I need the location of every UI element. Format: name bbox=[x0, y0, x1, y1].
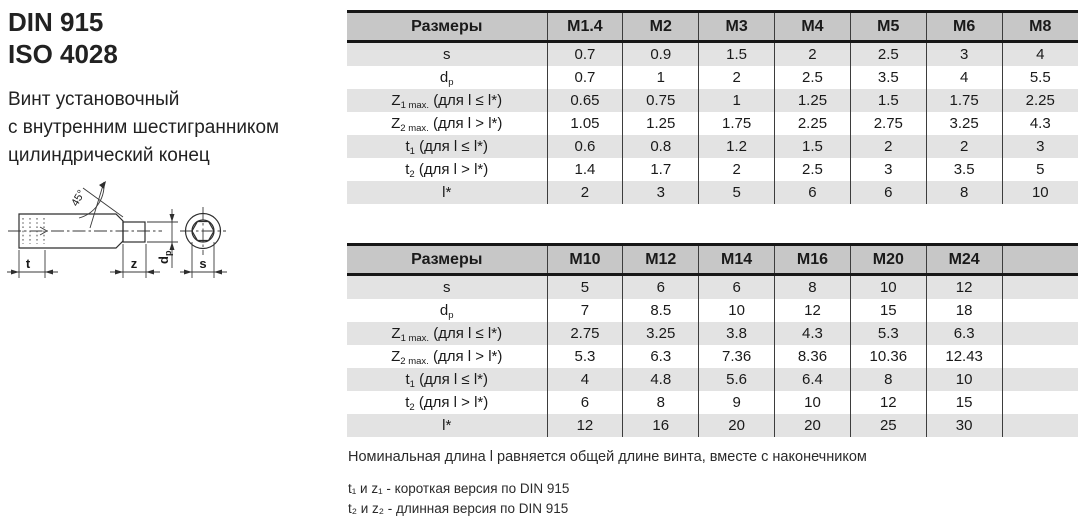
description-line-1: Винт установочный bbox=[8, 89, 180, 110]
row-label: s bbox=[347, 42, 547, 67]
value-cell: 3 bbox=[850, 158, 926, 181]
standard-titles bbox=[8, 6, 118, 70]
description-line-2: с внутренним шестигранником bbox=[8, 117, 280, 138]
col-header-m4: M4 bbox=[775, 12, 851, 42]
value-cell: 0.65 bbox=[547, 89, 623, 112]
value-cell: 5.5 bbox=[1002, 66, 1078, 89]
value-cell: 3.8 bbox=[699, 322, 775, 345]
value-cell: 2 bbox=[926, 135, 1002, 158]
value-cell: 1.05 bbox=[547, 112, 623, 135]
screw-end-view bbox=[180, 207, 226, 255]
value-cell: 6 bbox=[775, 181, 851, 204]
value-cell: 5.3 bbox=[850, 322, 926, 345]
value-cell bbox=[1002, 345, 1078, 368]
value-cell: 3 bbox=[926, 42, 1002, 67]
value-cell: 5 bbox=[1002, 158, 1078, 181]
table-row bbox=[347, 414, 1078, 437]
value-cell: 6 bbox=[547, 391, 623, 414]
value-cell: 10 bbox=[1002, 181, 1078, 204]
value-cell: 8.5 bbox=[623, 299, 699, 322]
value-cell: 5.3 bbox=[547, 345, 623, 368]
value-cell: 6 bbox=[699, 275, 775, 300]
value-cell: 10 bbox=[850, 275, 926, 300]
row-label: $t_1$ (для l ≤ l*) bbox=[347, 368, 547, 391]
value-cell: 2.5 bbox=[775, 158, 851, 181]
dim-dp bbox=[147, 209, 178, 268]
row-label: l* bbox=[347, 414, 547, 437]
row-label: $t_2$ (для l > l*) bbox=[347, 391, 547, 414]
value-cell: 1.75 bbox=[699, 112, 775, 135]
table-header-row bbox=[347, 245, 1078, 275]
value-cell: 1.5 bbox=[699, 42, 775, 67]
note-short-version: t₁ и z₁ - короткая версия по DIN 915 bbox=[348, 481, 570, 496]
value-cell: 2.5 bbox=[775, 66, 851, 89]
col-header-sizes: Размеры bbox=[347, 12, 547, 42]
value-cell: 10.36 bbox=[850, 345, 926, 368]
value-cell: 4 bbox=[926, 66, 1002, 89]
table-row bbox=[347, 299, 1078, 322]
dim-dp-label: $d_p$ bbox=[156, 250, 173, 264]
col-header-m3: M3 bbox=[699, 12, 775, 42]
value-cell: 3.25 bbox=[926, 112, 1002, 135]
dim-s bbox=[180, 242, 227, 278]
table-row bbox=[347, 158, 1078, 181]
dim-s-label: s bbox=[199, 256, 207, 271]
value-cell: 0.9 bbox=[623, 42, 699, 67]
table-row bbox=[347, 322, 1078, 345]
value-cell: 4.8 bbox=[623, 368, 699, 391]
row-label: l* bbox=[347, 181, 547, 204]
table-row bbox=[347, 42, 1078, 67]
dim-t bbox=[7, 250, 58, 278]
value-cell: 20 bbox=[775, 414, 851, 437]
value-cell: 10 bbox=[699, 299, 775, 322]
value-cell: 7.36 bbox=[699, 345, 775, 368]
col-header-m8: M8 bbox=[1002, 12, 1078, 42]
value-cell: 8.36 bbox=[775, 345, 851, 368]
value-cell: 10 bbox=[775, 391, 851, 414]
value-cell: 1.7 bbox=[623, 158, 699, 181]
value-cell: 30 bbox=[926, 414, 1002, 437]
value-cell: 8 bbox=[850, 368, 926, 391]
value-cell: 12 bbox=[926, 275, 1002, 300]
dimensions-table-large-sizes bbox=[347, 243, 1078, 437]
value-cell: 8 bbox=[775, 275, 851, 300]
angle-label: 45° bbox=[69, 188, 88, 209]
col-header-m14: M14 bbox=[699, 245, 775, 275]
dimensions-table-small-sizes bbox=[347, 10, 1078, 204]
value-cell: 12 bbox=[775, 299, 851, 322]
value-cell bbox=[1002, 391, 1078, 414]
note-long-version: t₂ и z₂ - длинная версия по DIN 915 bbox=[348, 501, 569, 516]
value-cell: 1.25 bbox=[623, 112, 699, 135]
value-cell: 4.3 bbox=[775, 322, 851, 345]
value-cell: 15 bbox=[926, 391, 1002, 414]
value-cell: 5.6 bbox=[699, 368, 775, 391]
value-cell: 3.25 bbox=[623, 322, 699, 345]
row-label: $Z_{1 max.}$ (для l ≤ l*) bbox=[347, 322, 547, 345]
value-cell: 2.5 bbox=[850, 42, 926, 67]
value-cell: 1 bbox=[699, 89, 775, 112]
value-cell: 12.43 bbox=[926, 345, 1002, 368]
value-cell: 4 bbox=[547, 368, 623, 391]
value-cell: 1 bbox=[623, 66, 699, 89]
dim-z bbox=[110, 244, 160, 278]
value-cell: 2 bbox=[699, 66, 775, 89]
col-header-m5: M5 bbox=[850, 12, 926, 42]
value-cell: 5 bbox=[547, 275, 623, 300]
value-cell: 12 bbox=[850, 391, 926, 414]
value-cell: 2.75 bbox=[850, 112, 926, 135]
value-cell: 15 bbox=[850, 299, 926, 322]
row-label: $Z_{1 max.}$ (для l ≤ l*) bbox=[347, 89, 547, 112]
col-header-m12: M12 bbox=[623, 245, 699, 275]
value-cell: 2.25 bbox=[775, 112, 851, 135]
row-label: $d_p$ bbox=[347, 66, 547, 89]
table-row bbox=[347, 135, 1078, 158]
value-cell: 6 bbox=[623, 275, 699, 300]
value-cell: 20 bbox=[699, 414, 775, 437]
value-cell: 3 bbox=[1002, 135, 1078, 158]
value-cell: 25 bbox=[850, 414, 926, 437]
value-cell: 0.6 bbox=[547, 135, 623, 158]
value-cell: 1.25 bbox=[775, 89, 851, 112]
value-cell: 6.3 bbox=[623, 345, 699, 368]
table-row bbox=[347, 368, 1078, 391]
value-cell: 2 bbox=[699, 158, 775, 181]
set-screw-technical-drawing bbox=[0, 180, 240, 320]
product-description bbox=[8, 86, 279, 170]
col-header-m16: M16 bbox=[775, 245, 851, 275]
value-cell: 6.3 bbox=[926, 322, 1002, 345]
table-row bbox=[347, 89, 1078, 112]
value-cell: 1.5 bbox=[775, 135, 851, 158]
value-cell: 4 bbox=[1002, 42, 1078, 67]
value-cell bbox=[1002, 368, 1078, 391]
value-cell: 5 bbox=[699, 181, 775, 204]
note-nominal-length: Номинальная длина l равняется общей длине винта, вместе с наконечником bbox=[348, 449, 867, 465]
table-row bbox=[347, 275, 1078, 300]
value-cell bbox=[1002, 275, 1078, 300]
table-row bbox=[347, 181, 1078, 204]
value-cell: 0.7 bbox=[547, 42, 623, 67]
value-cell bbox=[1002, 299, 1078, 322]
value-cell: 4.3 bbox=[1002, 112, 1078, 135]
value-cell: 1.4 bbox=[547, 158, 623, 181]
table-row bbox=[347, 391, 1078, 414]
row-label: $d_p$ bbox=[347, 299, 547, 322]
row-label: $Z_{2 max.}$ (для l > l*) bbox=[347, 112, 547, 135]
value-cell bbox=[1002, 322, 1078, 345]
value-cell: 2.25 bbox=[1002, 89, 1078, 112]
row-label: $t_1$ (для l ≤ l*) bbox=[347, 135, 547, 158]
value-cell: 16 bbox=[623, 414, 699, 437]
iso-standard-title: ISO 4028 bbox=[8, 39, 118, 69]
value-cell: 8 bbox=[623, 391, 699, 414]
row-label: $t_2$ (для l > l*) bbox=[347, 158, 547, 181]
value-cell: 3.5 bbox=[926, 158, 1002, 181]
value-cell: 0.8 bbox=[623, 135, 699, 158]
dim-t-label: t bbox=[25, 256, 31, 271]
row-label: s bbox=[347, 275, 547, 300]
value-cell: 1.75 bbox=[926, 89, 1002, 112]
value-cell: 7 bbox=[547, 299, 623, 322]
table-row bbox=[347, 345, 1078, 368]
col-header-m20: M20 bbox=[850, 245, 926, 275]
row-label: $Z_{2 max.}$ (для l > l*) bbox=[347, 345, 547, 368]
col-header-empty bbox=[1002, 245, 1078, 275]
value-cell: 10 bbox=[926, 368, 1002, 391]
table-row bbox=[347, 66, 1078, 89]
value-cell: 8 bbox=[926, 181, 1002, 204]
value-cell: 0.7 bbox=[547, 66, 623, 89]
col-header-m1.4: M1.4 bbox=[547, 12, 623, 42]
dog-point bbox=[123, 222, 145, 242]
value-cell: 3 bbox=[623, 181, 699, 204]
value-cell: 3.5 bbox=[850, 66, 926, 89]
value-cell: 6 bbox=[850, 181, 926, 204]
table-header-row bbox=[347, 12, 1078, 42]
value-cell: 2 bbox=[775, 42, 851, 67]
value-cell: 9 bbox=[699, 391, 775, 414]
value-cell: 12 bbox=[547, 414, 623, 437]
value-cell: 1.2 bbox=[699, 135, 775, 158]
value-cell: 1.5 bbox=[850, 89, 926, 112]
value-cell: 6.4 bbox=[775, 368, 851, 391]
dim-z-label: z bbox=[130, 256, 138, 271]
chamfer-angle-annotation bbox=[69, 181, 123, 228]
value-cell: 2 bbox=[850, 135, 926, 158]
col-header-m6: M6 bbox=[926, 12, 1002, 42]
col-header-m10: M10 bbox=[547, 245, 623, 275]
value-cell: 18 bbox=[926, 299, 1002, 322]
value-cell: 0.75 bbox=[623, 89, 699, 112]
value-cell bbox=[1002, 414, 1078, 437]
table-row bbox=[347, 112, 1078, 135]
description-line-3: цилиндрический конец bbox=[8, 145, 210, 166]
value-cell: 2 bbox=[547, 181, 623, 204]
col-header-sizes: Размеры bbox=[347, 245, 547, 275]
din-standard-title: DIN 915 bbox=[8, 7, 104, 37]
col-header-m2: M2 bbox=[623, 12, 699, 42]
value-cell: 2.75 bbox=[547, 322, 623, 345]
col-header-m24: M24 bbox=[926, 245, 1002, 275]
